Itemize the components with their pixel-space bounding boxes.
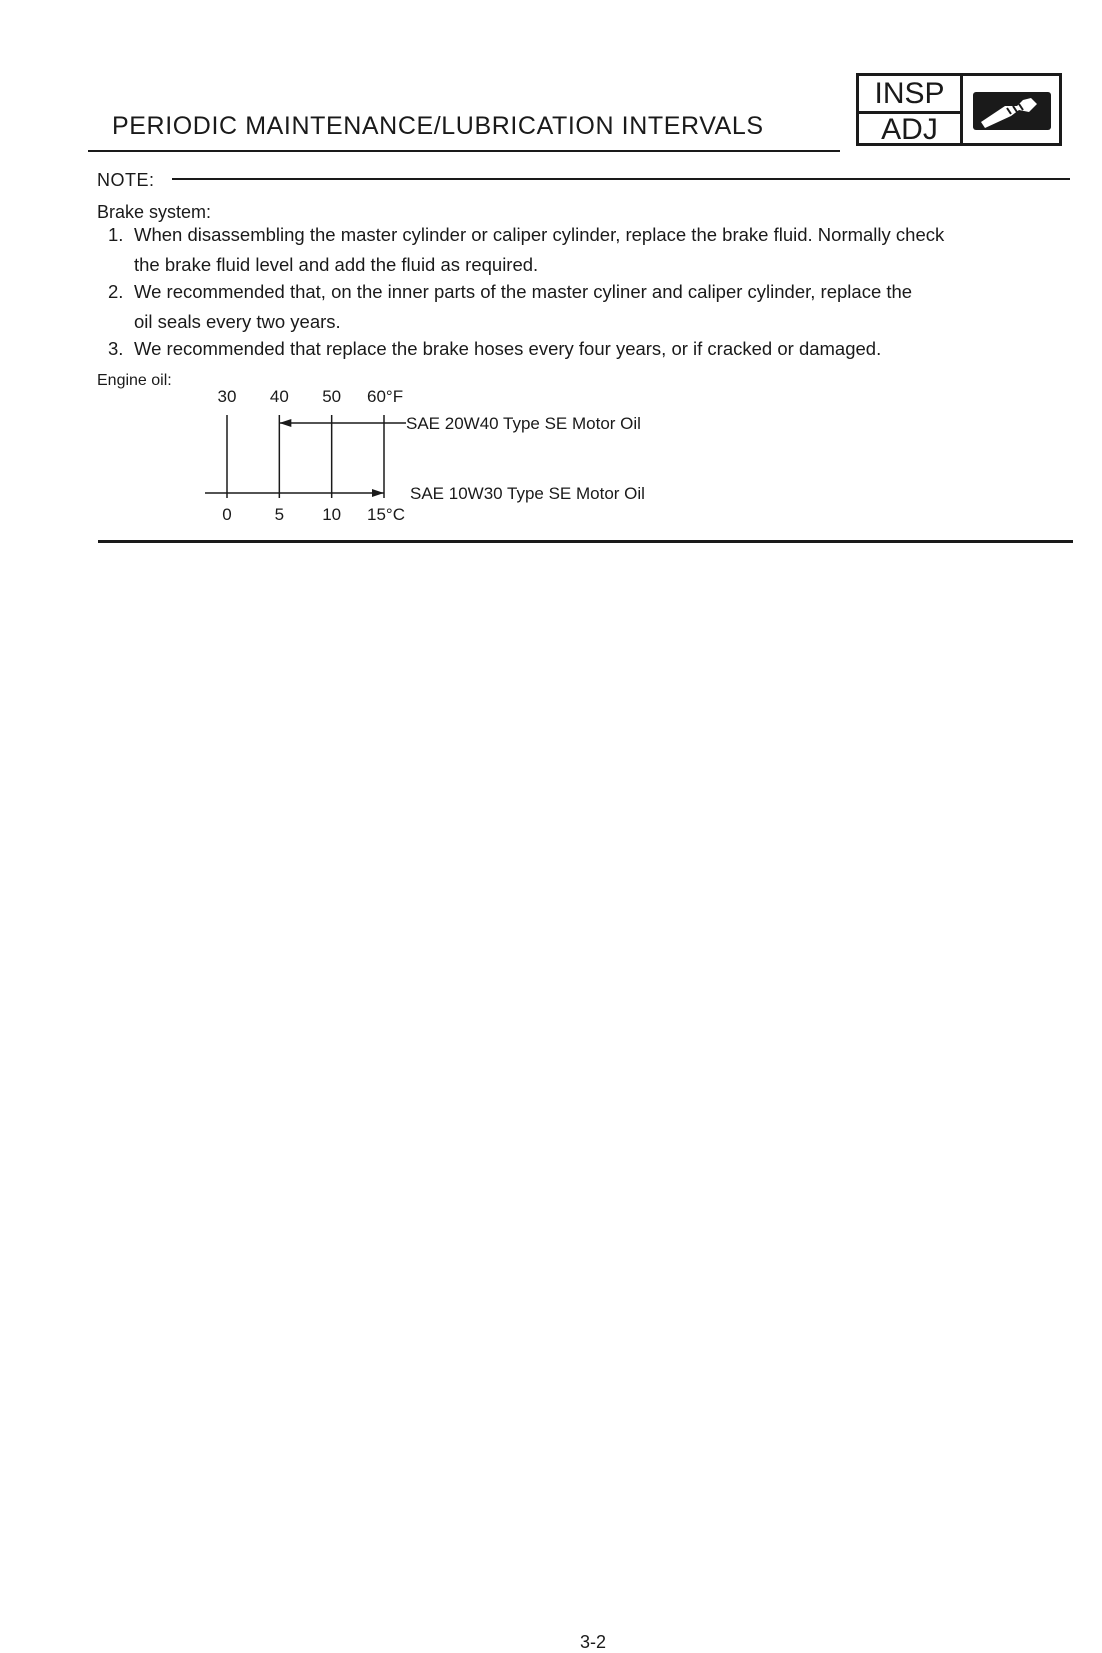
list-item-text: oil seals every two years. [134,311,341,332]
list-item-number: 3. [108,338,124,359]
section-badge [856,73,1062,146]
note-rule [172,178,1070,180]
arrowhead-right-icon [372,489,384,497]
arrowhead-left-icon [279,419,291,427]
brake-system-heading: Brake system: [97,202,212,222]
celsius-tick-label: 15°C [367,505,405,524]
badge-insp-label: INSP [874,77,945,110]
page-number: 3-2 [580,1632,607,1652]
note-label: NOTE: [97,170,155,190]
celsius-tick-label: 5 [274,505,285,524]
section-bottom-rule [98,540,1073,543]
fahrenheit-tick-label: 40 [269,387,289,406]
list-item-number: 1. [108,224,124,245]
series-label: SAE 20W40 Type SE Motor Oil [406,414,641,433]
list-item-text: We recommended that, on the inner parts of the master cyliner and caliper cylinder, replace the [134,281,913,302]
wrench-adjust-icon [971,86,1053,134]
title-underline [88,150,840,152]
badge-cell-divider [960,76,963,143]
fahrenheit-tick-label: 60°F [367,387,404,406]
list-item-text: We recommended that replace the brake hoses every four years, or if cracked or damaged. [134,338,882,359]
list-item [108,334,1078,364]
celsius-tick-label: 10 [322,505,342,524]
celsius-tick-label: 0 [222,505,232,524]
engine-oil-chart [200,380,720,530]
list-item [108,220,1078,280]
badge-adj-label: ADJ [881,113,938,146]
list-item-text: the brake fluid level and add the fluid as required. [134,254,539,275]
series-label: SAE 10W30 Type SE Motor Oil [410,484,645,503]
list-item [108,277,1078,337]
engine-oil-label: Engine oil: [97,372,172,389]
fahrenheit-tick-label: 30 [217,387,237,406]
fahrenheit-tick-label: 50 [322,387,342,406]
list-item-number: 2. [108,281,124,302]
list-item-text: When disassembling the master cylinder or caliper cylinder, replace the brake fluid. Normally check [134,224,945,245]
page-title: PERIODIC MAINTENANCE/LUBRICATION INTERVALS [112,112,764,140]
